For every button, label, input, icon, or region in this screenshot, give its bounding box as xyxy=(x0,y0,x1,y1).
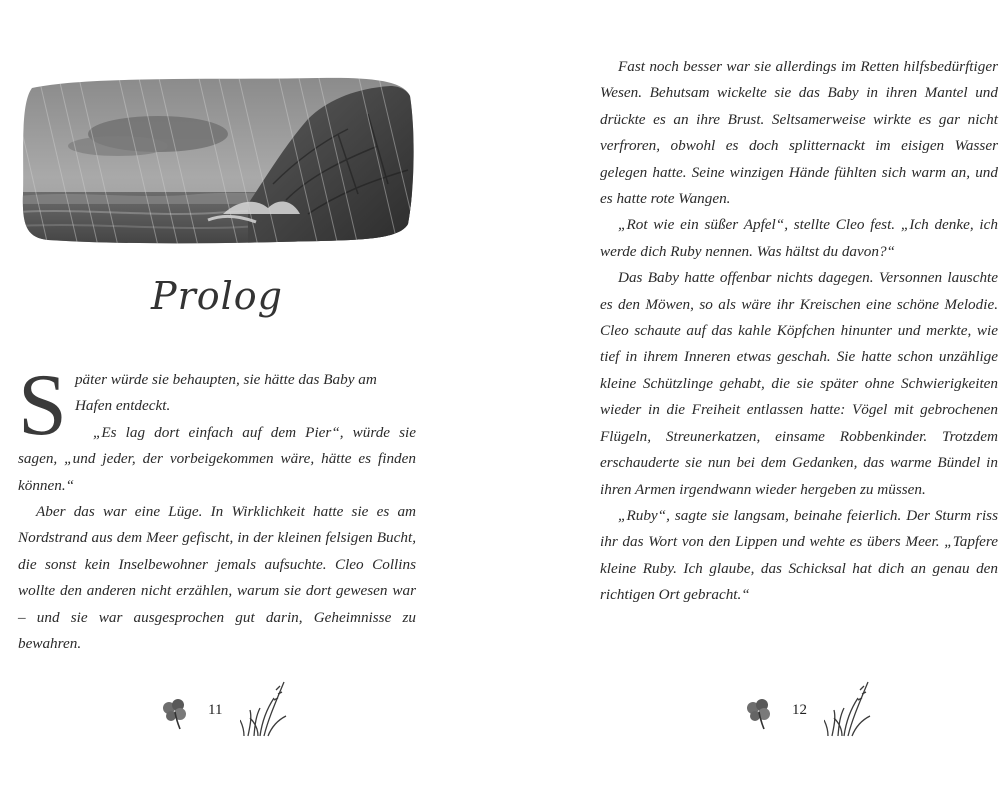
paragraph: „Rot wie ein süßer Apfel“, stellte Cleo fest. „Ich denke, ich werde dich Ruby nennen. Was hältst du davon?“ xyxy=(600,216,998,260)
page-number: 11 xyxy=(208,702,223,718)
paragraph: Das Baby hatte offenbar nichts dagegen. Versonnen lauschte es den Möwen, so als wäre ihr Kreischen eine schöne Melodie. Cleo schaute auf das kahle Köpfchen hinunter und merkte, wie tief in ihrem Inneren etwas geschah. Sie hatte schon unzählige kleine Schützlinge gehabt, die sie später ohne Schwierigkeiten wieder in die Freiheit entlassen hatte: Vögel mit gebrochenen Flügeln, Streunerkatzen, einsame Robbenkinder. Trotzdem erschauderte sie nun bei dem Gedanken, das warme Bündel in ihren Armen irgendwann wieder hergeben zu müssen. xyxy=(600,269,998,498)
paragraph: Fast noch besser war sie allerdings im Retten hilfsbedürftiger Wesen. Behutsam wickelte sie das Baby in ihren Mantel und drückte es an ihre Brust. Seltsamerweise wirkte es gar nicht verfroren, obwohl es doch splitternackt im eisigen Wasser gelegen hatte. Seine winzigen Hände fühlten sich warm an, und es hatte rote Wangen. xyxy=(600,58,998,208)
stormy-sea-cliff-illustration xyxy=(18,74,416,246)
grass-icon xyxy=(240,676,290,738)
clover-icon xyxy=(158,696,192,730)
paragraph: Aber das war eine Lüge. In Wirklichkeit hatte sie es am Nordstrand aus dem Meer gefischt, in der kleinen felsigen Bucht, die sonst kein Inselbewohner jemals aufsuchte. Cleo Collins wollte den anderen nicht erzählen, warum sie dort gewesen war – und sie war ausgesprochen gut darin, Geheimnisse zu bewahren. xyxy=(18,503,416,653)
right-page xyxy=(500,0,1000,800)
left-page-text xyxy=(18,357,416,657)
paragraph: „Es lag dort einfach auf dem Pier“, würde sie sagen, „und jeder, der vorbeigekommen wäre, hätte es finden können.“ xyxy=(18,423,416,494)
drop-cap: S xyxy=(18,357,67,454)
clover-icon xyxy=(742,696,776,730)
right-page-text xyxy=(600,54,998,609)
dropcap-line-2: Hafen entdeckt. xyxy=(74,397,171,415)
right-page-footer xyxy=(742,676,942,740)
left-page-footer xyxy=(158,676,358,740)
page-number: 12 xyxy=(792,702,807,718)
chapter-title: Prolog xyxy=(151,274,283,318)
dropcap-line-1: päter würde sie behaupten, sie hätte das Baby am xyxy=(74,371,377,388)
paragraph: „Ruby“, sagte sie langsam, beinahe feierlich. Der Sturm riss ihr das Wort von den Lippen und wehte es übers Meer. „Tapfere kleine Ruby. Ich glaube, das Schicksal hat dich an genau den richtigen Ort gebracht.“ xyxy=(600,506,998,604)
grass-icon xyxy=(824,676,874,738)
first-paragraph xyxy=(18,357,416,454)
